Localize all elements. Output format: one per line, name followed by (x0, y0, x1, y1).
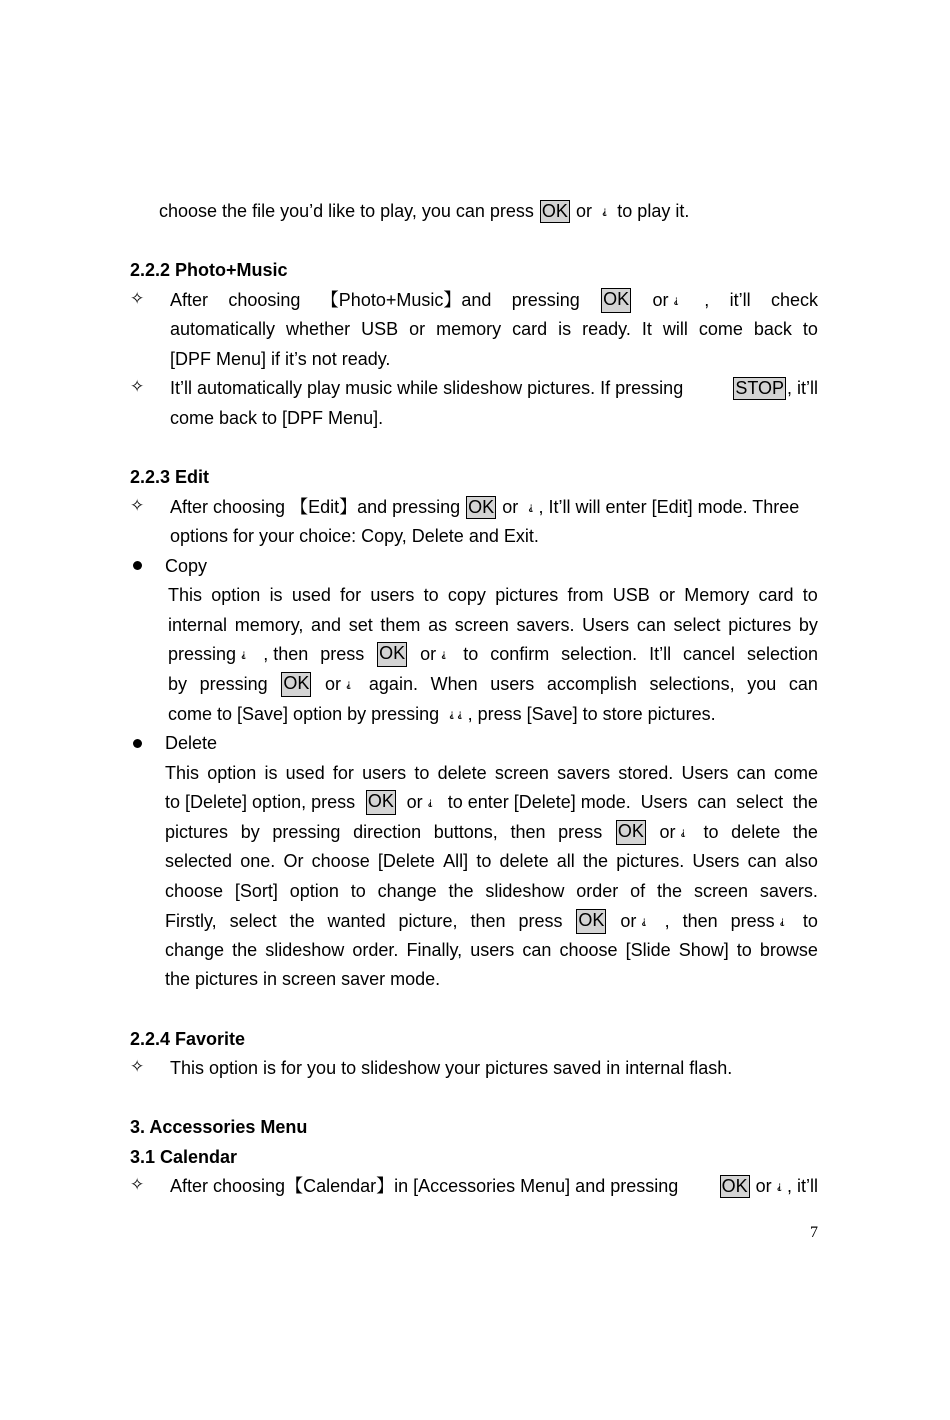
word-group (731, 909, 790, 934)
word: It (641, 319, 652, 339)
word: choose (559, 940, 618, 960)
remote-arrow-icon: ⸘ (641, 916, 647, 928)
word: It’ll (649, 644, 672, 664)
word: This (168, 585, 203, 605)
word: direction (353, 822, 422, 842)
section-heading-2-2-4: 2.2.4 Favorite (130, 1029, 246, 1049)
word: slideshow (265, 940, 345, 960)
word: pressing (168, 644, 237, 664)
word-group (653, 288, 684, 313)
word: the (792, 822, 818, 842)
word: [Sort] (234, 881, 278, 901)
ok-key-label: OK (468, 497, 495, 517)
word: savers (557, 763, 611, 783)
delete-line-1 (165, 761, 818, 785)
word: internal (168, 615, 228, 635)
remote-arrow-icon: ⸘ (601, 206, 608, 218)
word: savers. (759, 881, 818, 901)
word: USB (612, 585, 650, 605)
edit-line-2: options for your choice: Copy, Delete and Exit. (170, 526, 539, 546)
copy-title: Copy (165, 556, 208, 576)
word: copy (447, 585, 486, 605)
word: all (556, 851, 575, 871)
word: one. (240, 851, 276, 871)
word: of (630, 881, 646, 901)
word: Memory (684, 585, 750, 605)
word: users (362, 763, 407, 783)
remote-arrow-icon: ⸘ (528, 502, 534, 514)
word: to (414, 763, 430, 783)
remote-arrow-icon: ⸘ (673, 295, 679, 307)
word: choosing (228, 290, 301, 310)
word: pictures (728, 615, 792, 635)
word: can (736, 763, 766, 783)
word: Users (681, 763, 729, 783)
copy-text-b: , press [Save] to store pictures. (467, 704, 716, 724)
word: selected (165, 851, 233, 871)
ok-key-label: OK (377, 642, 407, 667)
word: back (753, 319, 792, 339)
word: change (165, 940, 225, 960)
word: used (285, 763, 325, 783)
word: to (802, 319, 818, 339)
word: screen (454, 615, 509, 635)
photo-music-line-1 (170, 288, 818, 313)
word: pressing (511, 290, 580, 310)
word: the (232, 940, 258, 960)
word: come (773, 763, 818, 783)
word-group (660, 820, 691, 845)
ok-key-label: OK (616, 820, 646, 845)
word: select (673, 615, 721, 635)
copy-line-5 (168, 702, 716, 727)
word: USB (361, 319, 399, 339)
delete-title: Delete (165, 733, 218, 753)
word: or (324, 674, 341, 694)
ok-key-label: OK (366, 790, 396, 815)
word: wanted (327, 911, 386, 931)
word-group (325, 672, 356, 697)
section-heading-3-1: 3.1 Calendar (130, 1147, 238, 1167)
bullet-diamond-icon: ✧ (130, 496, 145, 516)
edit-or: or (502, 497, 519, 517)
word: delete (437, 763, 487, 783)
word: it’ll (729, 290, 751, 310)
word: to (423, 585, 439, 605)
delete-line-5 (165, 879, 818, 903)
word: to (463, 644, 479, 664)
word: selections, (649, 674, 735, 694)
word: slideshow (485, 881, 565, 901)
word: pictures (165, 822, 229, 842)
word: also (784, 851, 818, 871)
word: This (165, 763, 200, 783)
word: pressing (272, 822, 341, 842)
delete-line-3 (165, 820, 818, 845)
word: picture, (398, 911, 458, 931)
word: the (582, 851, 608, 871)
word: to (802, 585, 818, 605)
word: order (576, 881, 619, 901)
word: order. (352, 940, 399, 960)
word: to (736, 940, 752, 960)
word: delete (499, 851, 549, 871)
word: change (377, 881, 437, 901)
word-group (420, 642, 451, 667)
word: the (657, 881, 683, 901)
word: [Delete (377, 851, 435, 871)
word: option (207, 763, 257, 783)
word: is (269, 585, 283, 605)
word: automatically (170, 319, 276, 339)
word: stored. (618, 763, 674, 783)
word: can (788, 674, 818, 694)
word: to enter [Delete] mode. (447, 792, 631, 812)
word: is (264, 763, 278, 783)
section-heading-3: 3. Accessories Menu (130, 1117, 308, 1137)
intro-tail: to play it. (617, 201, 690, 221)
word: [Slide (625, 940, 671, 960)
copy-line-1 (168, 583, 818, 607)
word: Firstly, (165, 911, 217, 931)
word: set (348, 615, 373, 635)
word: cancel (683, 644, 736, 664)
word: can (522, 940, 552, 960)
photo-music-line-4 (170, 376, 818, 400)
word: accomplish (546, 674, 637, 694)
remote-arrow-icon: ⸘ (427, 797, 433, 809)
word: to (802, 911, 818, 931)
word: to (703, 822, 719, 842)
word: the (792, 792, 818, 812)
word: users (490, 674, 535, 694)
copy-line-4 (168, 672, 818, 697)
delete-line-4 (165, 849, 818, 873)
photo-music-line-2 (170, 317, 818, 341)
word-group (168, 642, 251, 667)
word: come (698, 319, 743, 339)
delete-line-7 (165, 938, 818, 962)
bullet-dot-icon (133, 561, 142, 570)
word: check (770, 290, 818, 310)
word-group (620, 909, 651, 934)
word: users (470, 940, 515, 960)
word: users (370, 585, 415, 605)
word: will (662, 319, 688, 339)
calendar-tail: , it’ll (787, 1176, 818, 1196)
word: After (170, 290, 209, 310)
word: select (229, 911, 277, 931)
bullet-diamond-icon: ✧ (130, 377, 145, 397)
delete-line-8: the pictures in screen saver mode. (165, 969, 441, 989)
word: whether (286, 319, 351, 339)
word: Users (640, 792, 688, 812)
word: to (350, 881, 366, 901)
word: and (311, 615, 342, 635)
ok-key-label: OK (601, 288, 631, 313)
stop-key-label: STOP (735, 378, 784, 398)
word: delete (731, 822, 781, 842)
word: press (320, 644, 365, 664)
word: All] (443, 851, 469, 871)
word: press (518, 911, 563, 931)
copy-text-a: come to [Save] option by pressing (168, 704, 440, 724)
section-heading-2-2-3: 2.2.3 Edit (130, 467, 210, 487)
word: press (730, 911, 775, 931)
edit-line-1 (170, 495, 818, 520)
calendar-line-1 (170, 1174, 818, 1199)
bullet-diamond-icon: ✧ (130, 1175, 145, 1195)
word: to [Delete] option, press (165, 792, 356, 812)
word: can (636, 615, 666, 635)
ok-key-label: OK (281, 672, 311, 697)
word: again. (368, 674, 418, 694)
word-group (407, 790, 438, 815)
word: select (736, 792, 784, 812)
copy-line-2 (168, 613, 818, 637)
remote-arrow-icon: ⸘ (241, 649, 247, 661)
word: confirm (490, 644, 550, 664)
word: by (798, 615, 818, 635)
page-number: 7 (810, 1224, 818, 1241)
word: the (289, 911, 315, 931)
word: Show] (678, 940, 729, 960)
word: or (406, 792, 423, 812)
word: for (340, 585, 362, 605)
remote-arrow-icon: ⸘ (441, 649, 447, 661)
delete-line-6 (165, 909, 818, 934)
bullet-dot-icon (133, 739, 142, 748)
word: the (448, 881, 474, 901)
word: browse (759, 940, 818, 960)
word: to (476, 851, 492, 871)
word: When (430, 674, 478, 694)
ok-key-label: OK (576, 909, 606, 934)
ok-key-label: OK (541, 201, 568, 221)
word: press (558, 822, 603, 842)
intro-line (159, 199, 689, 224)
word: for (332, 763, 354, 783)
word: buttons, (433, 822, 498, 842)
word: can (747, 851, 777, 871)
intro-or: or (575, 201, 592, 221)
word: , (704, 290, 710, 310)
word: or (659, 822, 676, 842)
stop-sentence: It’ll automatically play music while slideshow pictures. If pressing (170, 378, 684, 398)
stop-tail: , it’ll (787, 378, 818, 398)
word: pictures (495, 585, 559, 605)
bullet-diamond-icon: ✧ (130, 289, 145, 309)
copy-line-3 (168, 642, 818, 667)
word: used (291, 585, 331, 605)
word: then (470, 911, 506, 931)
word: Users (582, 615, 630, 635)
word: card (758, 585, 794, 605)
word: from (567, 585, 604, 605)
word: then (510, 822, 546, 842)
word: screen (693, 881, 748, 901)
word: choose (311, 851, 370, 871)
word: or (658, 585, 675, 605)
word: option (211, 585, 261, 605)
ok-key-label: OK (721, 1176, 748, 1196)
word: 【Photo+Music】and (320, 290, 492, 310)
remote-arrow-icon: ⸘ (776, 1181, 782, 1193)
word: or (620, 911, 637, 931)
word: choose (165, 881, 224, 901)
edit-text-a: After choosing 【Edit】and pressing (170, 497, 461, 517)
word: them (380, 615, 421, 635)
photo-music-line-3: [DPF Menu] if it’s not ready. (170, 349, 391, 369)
edit-text-c: , It’ll will enter [Edit] mode. Three (538, 497, 800, 517)
word: you (747, 674, 777, 694)
remote-arrow-icon: ⸘ (345, 679, 352, 691)
favorite-line-1: This option is for you to slideshow your pictures saved in internal flash. (170, 1058, 733, 1078)
word: selection (746, 644, 818, 664)
delete-line-2 (165, 790, 818, 815)
remote-arrow-icon: ⸘ ⸘ (449, 709, 463, 721)
bullet-diamond-icon: ✧ (130, 1057, 145, 1077)
remote-arrow-icon: ⸘ (680, 827, 686, 839)
word: or (652, 290, 669, 310)
remote-arrow-icon: ⸘ (779, 916, 785, 928)
calendar-or: or (755, 1176, 772, 1196)
intro-text: choose the file you’d like to play, you can press (159, 201, 534, 221)
word: is (558, 319, 572, 339)
word: , then (263, 644, 309, 664)
word: ready. (582, 319, 631, 339)
word: option (289, 881, 339, 901)
word: pressing (199, 674, 268, 694)
word: , (664, 911, 670, 931)
word: or (409, 319, 426, 339)
word: then (682, 911, 718, 931)
word: by (240, 822, 260, 842)
word: or (420, 644, 437, 664)
word: card (512, 319, 548, 339)
calendar-text-a: After choosing【Calendar】in [Accessories Menu] and pressing (170, 1176, 679, 1196)
word: savers. (516, 615, 575, 635)
word: Users (692, 851, 740, 871)
word: can (697, 792, 727, 812)
word: Finally, (406, 940, 463, 960)
word: Or (283, 851, 304, 871)
photo-music-line-5: come back to [DPF Menu]. (170, 408, 384, 428)
section-heading-2-2-2: 2.2.2 Photo+Music (130, 260, 288, 280)
word: as (428, 615, 448, 635)
word: selection. (561, 644, 638, 664)
word: memory (436, 319, 502, 339)
word: memory, (234, 615, 304, 635)
word: by (168, 674, 188, 694)
word: screen (494, 763, 549, 783)
word: pictures. (616, 851, 685, 871)
